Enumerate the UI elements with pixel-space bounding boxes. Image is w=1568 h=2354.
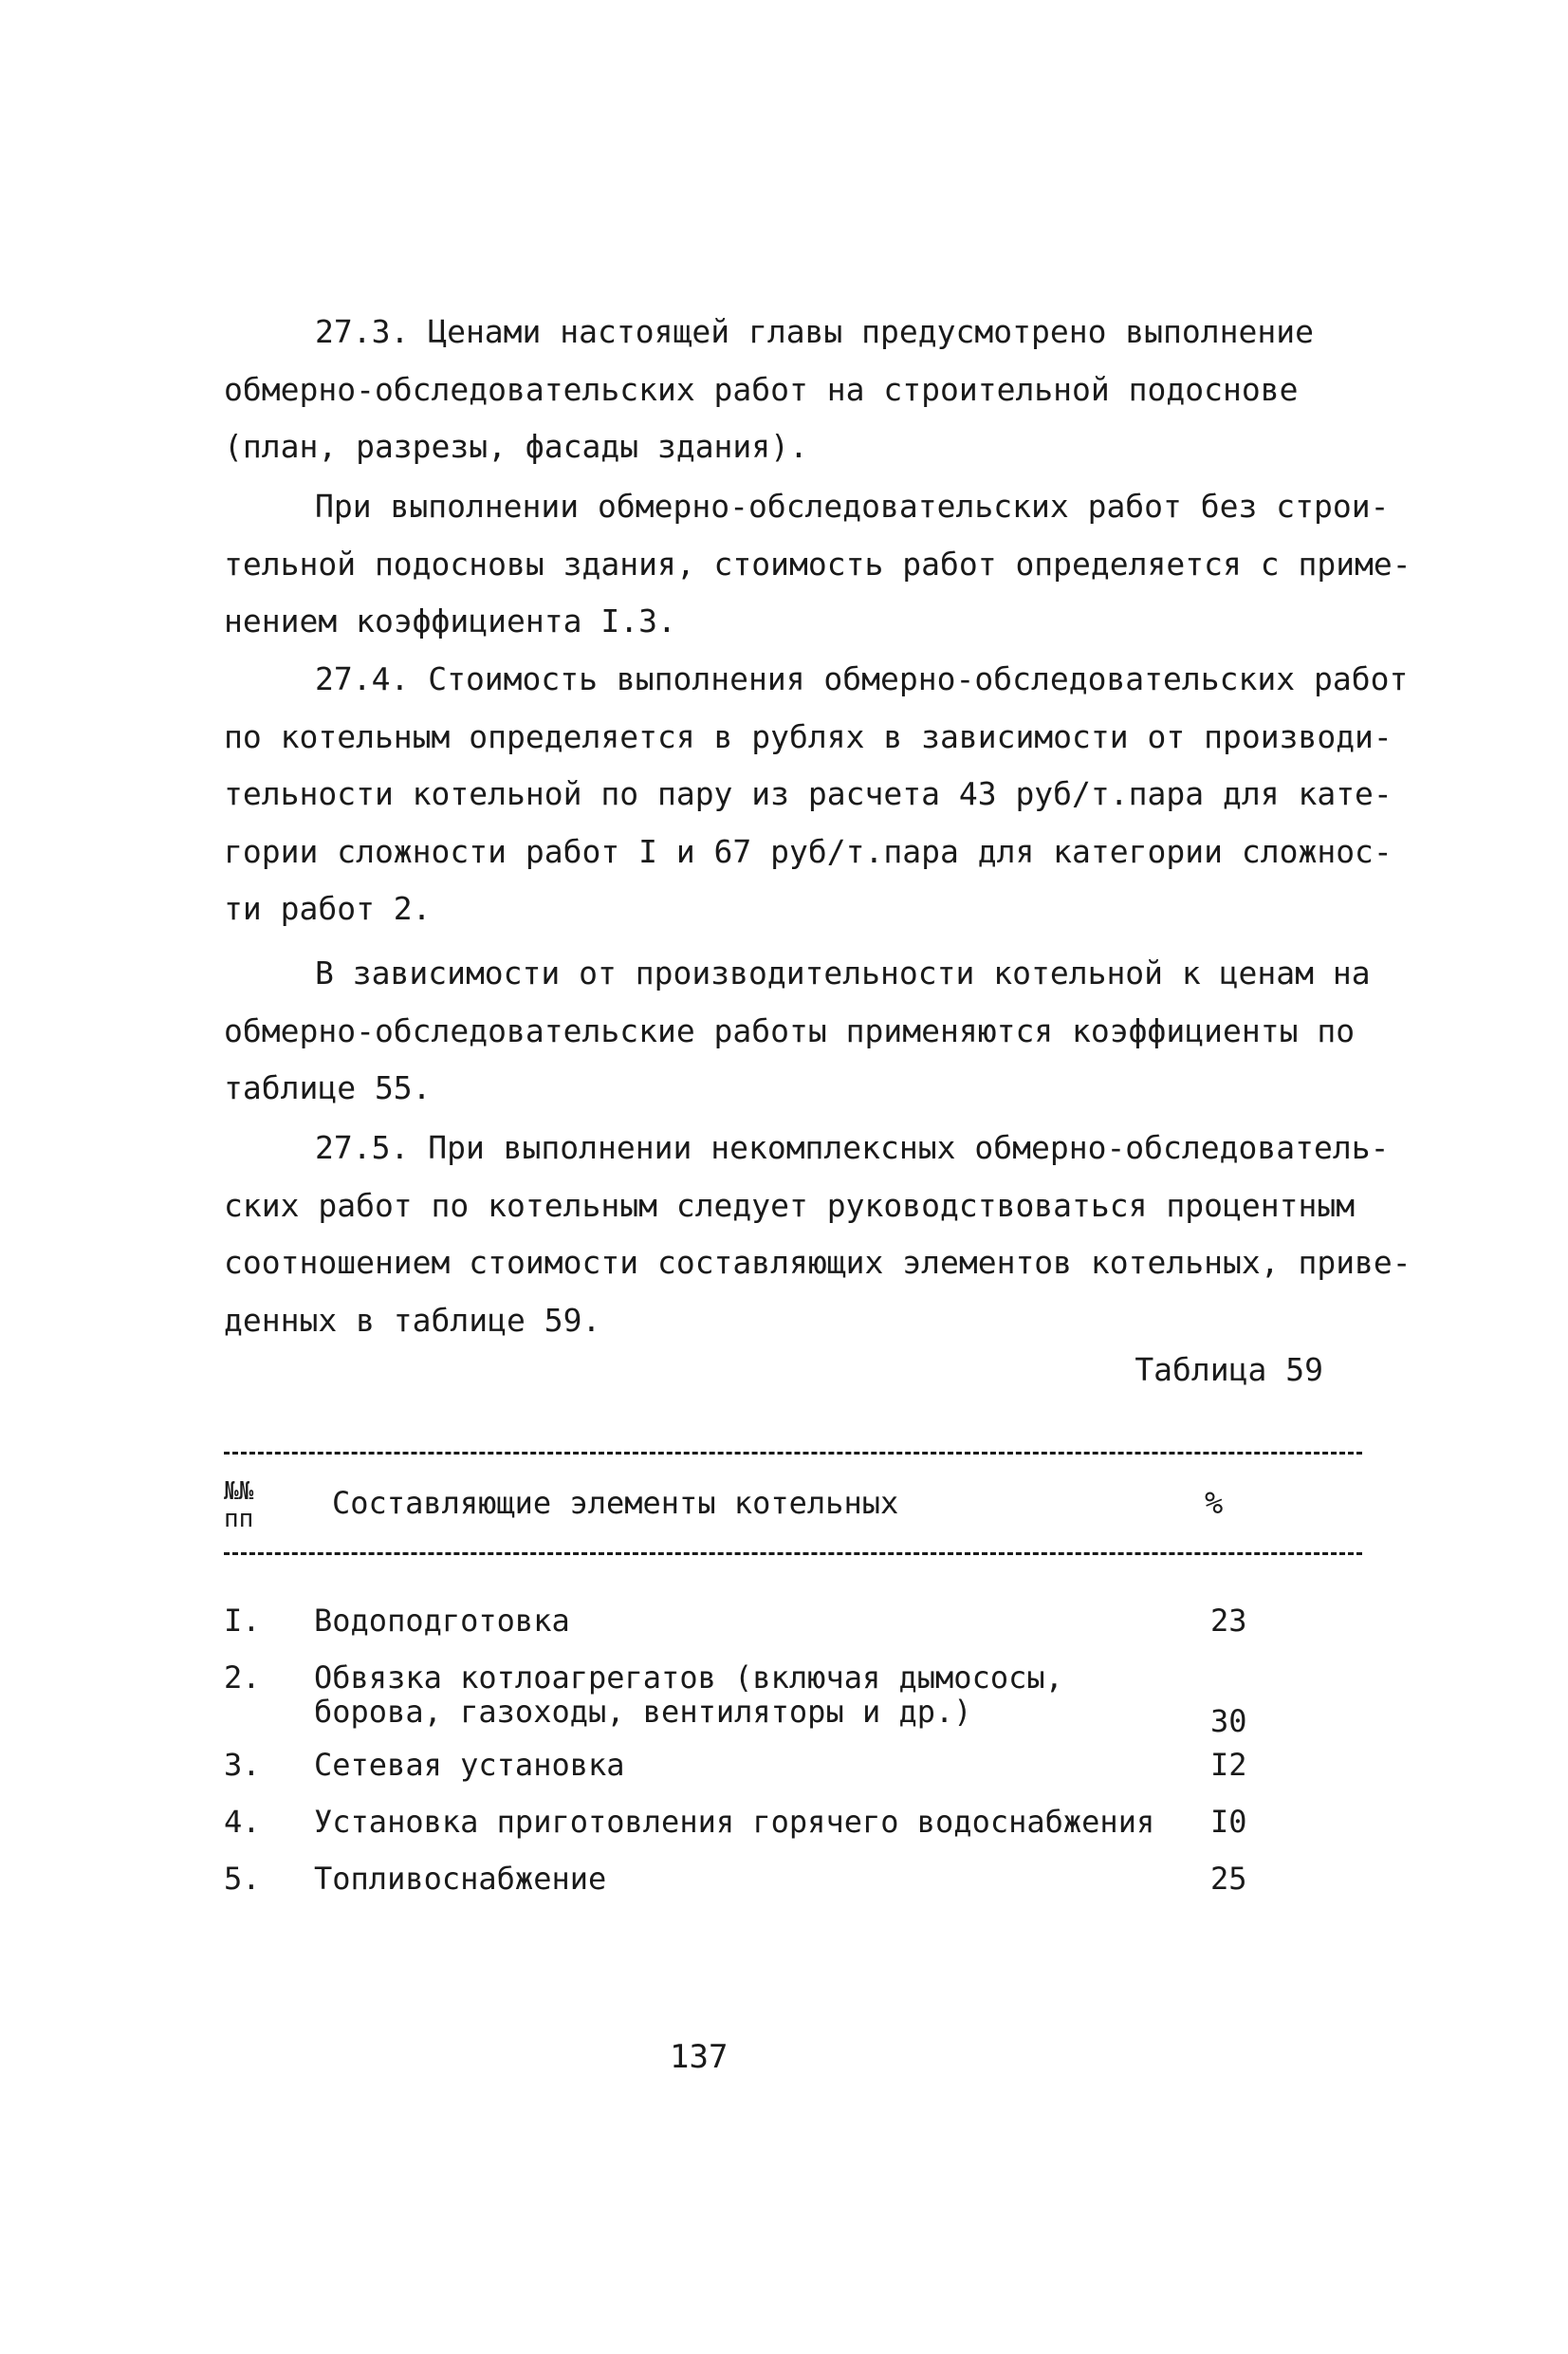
text-line: ти работ 2. — [224, 890, 432, 927]
paragraph-27-4 — [224, 651, 1409, 938]
text-line: обмерно-обследовательские работы применяются коэффициенты по — [224, 1011, 1356, 1049]
text-line: соотношением стоимости составляющих элементов котельных, приве- — [224, 1244, 1411, 1281]
column-header-number — [224, 1478, 281, 1533]
paragraph-coefficients — [224, 945, 1371, 1118]
header-num-line: пп — [224, 1505, 254, 1533]
column-header-percent: % — [1205, 1485, 1224, 1521]
row-number: 5. — [224, 1861, 261, 1897]
page-number: 137 — [670, 2038, 729, 2076]
row-number: 3. — [224, 1747, 261, 1783]
text-line: гории сложности работ I и 67 руб/т.пара для категории сложнос- — [224, 832, 1393, 870]
row-element-name: Топливоснабжение — [314, 1861, 607, 1897]
text-line: ских работ по котельным следует руководствоваться процентным — [224, 1186, 1356, 1224]
row-element-name: Водоподготовка — [314, 1603, 570, 1639]
text-line: При выполнении обмерно-обследовательских работ без строи- — [315, 488, 1390, 525]
row-percent: 25 — [1210, 1861, 1247, 1897]
text-line: тельности котельной по пару из расчета 43 руб/т.пара для кате- — [224, 775, 1393, 812]
row-number: 4. — [224, 1804, 261, 1840]
text-line: 27.3. Ценами настоящей главы предусмотрено выполнение — [315, 313, 1314, 350]
row-percent: 23 — [1210, 1603, 1247, 1639]
row-number: 2. — [224, 1659, 261, 1696]
row-element-name: Установка приготовления горячего водоснабжения — [314, 1804, 1155, 1840]
text-line: В зависимости от производительности котельной к ценам на — [315, 955, 1371, 992]
table-top-rule — [224, 1452, 1362, 1455]
text-line: нением коэффициента I.3. — [224, 602, 676, 639]
table-caption: Таблица 59 — [1134, 1351, 1323, 1388]
text-line: обмерно-обследовательских работ на строительной подоснове — [224, 370, 1299, 408]
paragraph-no-underlay — [224, 478, 1411, 651]
text-line: 27.5. При выполнении некомплексных обмерно-обследователь- — [315, 1129, 1390, 1166]
column-header-name: Составляющие элементы котельных — [332, 1485, 899, 1521]
row-number: I. — [224, 1603, 261, 1639]
text-line: таблице 55. — [224, 1069, 432, 1106]
table-header-rule — [224, 1552, 1362, 1555]
text-line: (план, разрезы, фасады здания). — [224, 428, 808, 465]
header-num-line: №№ — [224, 1477, 254, 1506]
row-percent: I2 — [1210, 1747, 1247, 1783]
row-element-name: Сетевая установка — [314, 1747, 625, 1783]
row-percent: 30 — [1210, 1703, 1247, 1739]
text-line: 27.4. Стоимость выполнения обмерно-обследовательских работ — [315, 660, 1409, 697]
text-line: по котельным определяется в рублях в зависимости от производи- — [224, 717, 1393, 755]
text-line: тельной подосновы здания, стоимость работ определяется с приме- — [224, 545, 1411, 583]
text-line: денных в таблице 59. — [224, 1301, 601, 1339]
paragraph-27-5 — [224, 1120, 1411, 1349]
row-percent: I0 — [1210, 1804, 1247, 1840]
row-element-name: Обвязка котлоагрегатов (включая дымососы, борова, газоходы, вентиляторы и др.) — [314, 1659, 1063, 1730]
paragraph-27-3 — [224, 304, 1362, 476]
